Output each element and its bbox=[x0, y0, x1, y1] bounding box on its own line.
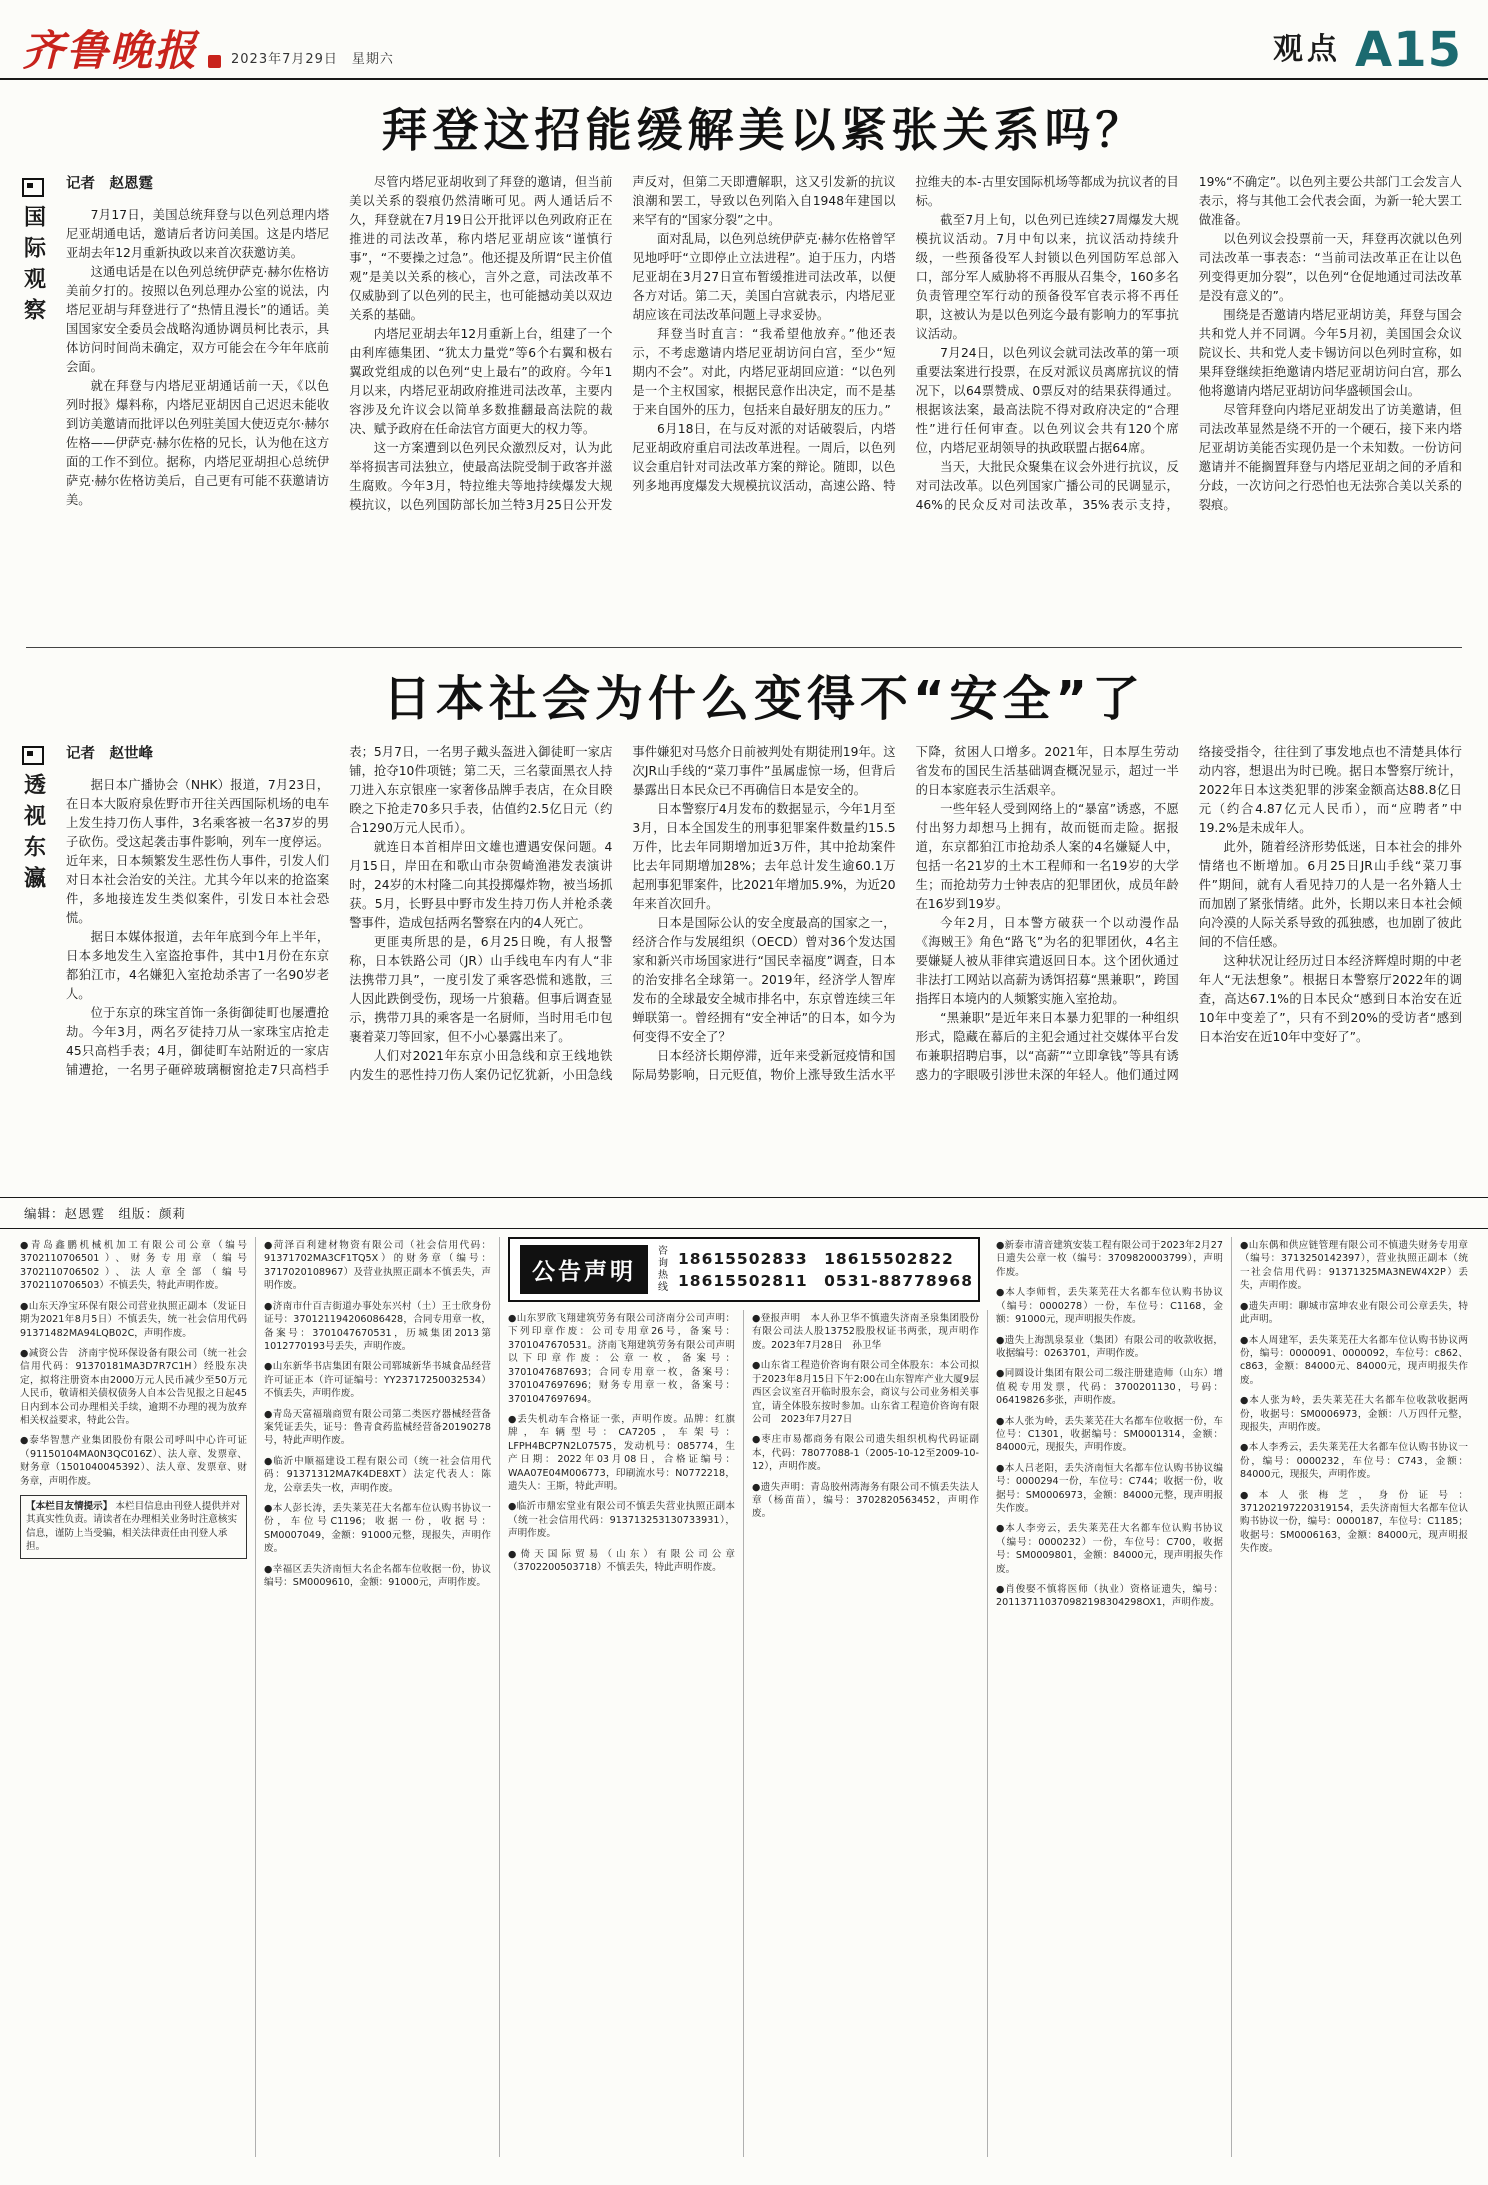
paragraph: 拜登当时直言：“我希望他放弃。”他还表示，不考虑邀请内塔尼亚胡访问白宫，至少“短期内不会”。对此，内塔尼亚胡回应道：“以色列是一个主权国家，根据民意作出决定，而不是基于来自国外的压力，包括来自最好朋友的压力。” bbox=[632, 326, 896, 417]
ads-col2-items bbox=[264, 1239, 491, 1589]
kicker-label: 透视东瀛 bbox=[20, 772, 46, 897]
ad-item: ●同圆设计集团有限公司二级注册建造师（山东）增值税专用发票，代码：3700201130，号码：06419826多张，声明作废。 bbox=[996, 1368, 1223, 1407]
article2-byline: 记者 赵世峰 bbox=[66, 746, 153, 763]
article-international bbox=[0, 104, 1488, 633]
ad-item: ●减资公告 济南宇悦环保设备有限公司（统一社会信用代码：91370181MA3D7R7C1H）经股东决定，拟将注册资本由2000万元人民币减少至50万元人民币，敬请相关债权债务人自本公告见报之日起45日内到本公司办理相关手续，逾期不办理的视为放弃相关权益要求，特此公告。 bbox=[20, 1347, 247, 1426]
ad-item: ●青岛鑫鹏机械机加工有限公司公章（编号3702110706501）、财务专用章（编号3702110706502）、法人章全部（编号3702110706503）不慎丢失，特此声明作废。 bbox=[20, 1240, 247, 1292]
ad-item: ●丢失机动车合格证一张，声明作废。品牌：红旗牌，车辆型号：CA7205，车架号：LFPH4BCP7N2L07575，发动机号：085774，生产日期：2022年03月08日，合格证编号：WAA07E04M006773，印刷流水号：N0772218，遗失人：王斯，特此声明。 bbox=[508, 1413, 735, 1492]
ad-item: ●本人张梅芝，身份证号：371202197220319154，丢失济南恒大名都车位认购书协议一份，编号：0000187，车位号：C1185；收据号：SM0006163，金额：84000元，现声明报失作废。 bbox=[1240, 1489, 1468, 1555]
ads-column-3 bbox=[500, 1310, 744, 2157]
ad-item: ●本人周建军，丢失莱芜茌大名都车位认购书协议两份，编号：0000091、0000092，车位号：c862、c863，金额：84000元、84000元，现声明报失作废。 bbox=[1240, 1334, 1468, 1386]
paragraph: 今年2月，日本警方破获一个以动漫作品《海贼王》角色“路飞”为名的犯罪团伙，4名主要嫌疑人被从菲律宾遣返回日本。这个团伙通过非法打工网站以高薪为诱饵招募“黑兼职”，跨国指挥日本境内的人频繁实施入室抢劫。 bbox=[915, 916, 1179, 1007]
ad-item: ●本人张为岭，丢失莱芜茌大名都车位收据一份，车位号：C1301，收据编号：SM0001314，金额：84000元，现报失，声明作废。 bbox=[996, 1415, 1223, 1454]
paragraph: 尽管拜登向内塔尼亚胡发出了访美邀请，但司法改革显然是绕不开的一个硬石，接下来内塔尼亚胡访美能否实现仍是一个未知数。一份访问邀请并不能搁置拜登与内塔尼亚胡之间的矛盾和分歧，一次访问之行恐怕也无法弥合美以关系的裂痕。 bbox=[1198, 402, 1462, 512]
notice-declaration-box bbox=[508, 1237, 980, 1302]
page-number: A15 bbox=[1355, 21, 1462, 78]
ad-item: ●本人彭长涛，丢失莱芜茌大名都车位认购书协议一份，车位号C1196；收据一份，收据号：SM0007049，金额：91000元整，现报失，声明作废。 bbox=[264, 1502, 491, 1555]
article2-paragraphs bbox=[66, 743, 1462, 1085]
ad-item: ●济南市什百吉街道办事处东兴村（土）王士欣身份证号：370121194206086428，合同专用章一枚，备案号：3701047670531，历城集团2013第1012770193号丢失，声明作废。 bbox=[264, 1300, 491, 1352]
newspaper-logo: 齐鲁晚报 bbox=[22, 26, 199, 75]
paragraph: 位于东京的珠宝首饰一条街御徒町也屡遭抢劫。今年3月，两名歹徒持刀从一家珠宝店抢走45只高档手表；4月，御徒町车站附近的一家店铺遭抢，一名男子砸碎玻璃橱窗抢走7只高档手表；5月7日，一名男子戴头盔进入御徒町一家店铺，抢夺10件项链；第二天，三名蒙面黑衣人持刀进入东京银座一家奢侈品牌手表店，在众目睽睽之下抢走70多只手表，估值约2.5亿日元（约合1290万元人民币）。 bbox=[66, 745, 613, 1078]
kicker-label: 国际观察 bbox=[20, 205, 46, 329]
paragraph: 面对乱局，以色列总统伊萨克·赫尔佐格曾罕见地呼吁“立即停止立法进程”。迫于压力，内塔尼亚胡在3月27日宣布暂缓推进司法改革，以便各方对话。第二天，美国白宫就表示，内塔尼亚胡应该在司法改革问题上寻求妥协。 bbox=[632, 231, 896, 322]
ad-item: ●本人吕老阳，丢失济南恒大名都车位认购书协议编号：0000294一份，车位号：C744；收据一份，收据号：SM0006973，金额：84000元整，现声明报失作废。 bbox=[996, 1462, 1223, 1514]
ad-item: ●临沂中顺福建设工程有限公司（统一社会信用代码：91371312MA7K4DE8XT）法定代表人：陈龙，公章丢失一枚，声明作废。 bbox=[264, 1455, 491, 1494]
paragraph: 这通电话是在以色列总统伊萨克·赫尔佐格访美前夕打的。按照以色列总理办公室的说法，内塔尼亚胡与拜登进行了“热情且漫长”的通话。美国国家安全委员会战略沟通协调员柯比表示，具体访问时间尚未确定，双方可能会在今年年底前会面。 bbox=[66, 264, 330, 374]
column-icon bbox=[22, 746, 44, 765]
tip-title: 【本栏目友情提示】 bbox=[26, 1500, 113, 1512]
section-kicker-international bbox=[16, 178, 50, 329]
paragraph: 此外，随着经济形势低迷，日本社会的排外情绪也不断增加。6月25日JR山手线“菜刀事件”期间，就有人看见持刀的人是一名外籍人士而加剧了紧张情绪。此外，长期以来日本社会倾向冷漠的人际关系导致的孤独感，也加剧了彼此间的不信任感。 bbox=[1198, 840, 1462, 950]
ad-item: ●本人张为岭，丢失莱芜茌大名都车位收款收据两份，收据号：SM0006973，金额：八万四仟元整，现报失，声明作废。 bbox=[1240, 1395, 1468, 1433]
article-japan bbox=[0, 672, 1488, 1185]
paragraph: 日本经济长期停滞，近年来受新冠疫情和国际局势影响，日元贬值，物价上涨导致生活水平下降，贫困人口增多。2021年，日本厚生劳动省发布的国民生活基础调查概况显示，超过一半的日本家庭表示生活艰辛。 bbox=[632, 745, 1179, 1083]
ad-item: ●肖俊娶不慎将医师（执业）资格证遗失，编号：201137110370982198304298OX1，声明作废。 bbox=[996, 1584, 1223, 1609]
paragraph: 就在拜登与内塔尼亚胡通话前一天，《以色列时报》爆料称，内塔尼亚胡因自己迟迟未能收到访美邀请而批评以色列驻美国大使迈克尔·赫尔佐格——伊萨克·赫尔佐格的兄长，认为他在这方面的工作不到位。据称，内塔尼亚胡担心总统伊萨克·赫尔佐格访美后，自己更有可能不获邀请访美。 bbox=[66, 378, 330, 507]
section-kicker-japan bbox=[16, 746, 50, 897]
classified-ads-section bbox=[0, 1229, 1488, 2165]
ad-item: ●倚天国际贸易（山东）有限公司公章（3702200503718）不慎丢失，特此声明作废。 bbox=[508, 1548, 735, 1573]
paragraph: 据日本媒体报道，去年年底到今年上半年，日本多地发生入室盗抢事件，其中1月份在东京都狛江市，4名嫌犯入室抢劫杀害了一名90岁老人。 bbox=[66, 930, 330, 1002]
ad-item: ●枣庄市易都商务有限公司遗失组织机构代码证副本，代码：78077088-1（2005-10-12至2009-10-12），声明作废。 bbox=[752, 1434, 979, 1473]
notice-box-title: 公告声明 bbox=[520, 1245, 648, 1294]
ad-item: ●本人李师哲，丢失莱芜茌大名都车位认购书协议（编号：0000278）一份，车位号：C1168，金额：91000元，现声明报失作废。 bbox=[996, 1287, 1223, 1326]
paragraph: 以色列议会投票前一天，拜登再次就以色列司法改革一事表态：“当前司法改革正在让以色列变得更加分裂”，以色列“仓促地通过司法改革是没有意义的”。 bbox=[1198, 231, 1462, 303]
paragraph: 内塔尼亚胡去年12月重新上台，组建了一个由利库德集团、“犹太力量党”等6个右翼和极右翼政党组成的以色列“史上最右”的政府。今年1月以来，内塔尼亚胡政府推进司法改革，主要内容涉及允许议会以简单多数推翻最高法院的裁决、赋予政府在任命法官方面更大的权力等。 bbox=[349, 326, 613, 436]
paragraph: 尽管内塔尼亚胡收到了拜登的邀请，但当前美以关系的裂痕仍然清晰可见。两人通话后不久，拜登就在7月19日公开批评以色列政府正在推进的司法改革，称内塔尼亚胡应该“谨慎行事”，“不要操之过急”。他还提及所谓“民主价值观”是美以关系的核心，言外之意，司法改革不仅威胁到了以色列的民主，也可能撼动美以双边关系的基础。 bbox=[349, 174, 613, 322]
ads-column-4 bbox=[744, 1310, 988, 2157]
paragraph: 6月18日，在与反对派的对话破裂后，内塔尼亚胡政府重启司法改革进程。一周后，以色列议会重启针对司法改革方案的辩论。随即，以色列多地再度爆发大规模抗议活动，高速公路、特拉维夫的本-古里安国际机场等都成为抗议者的目标。 bbox=[632, 174, 1179, 493]
column-icon bbox=[22, 178, 44, 197]
paragraph: 截至7月上旬，以色列已连续27周爆发大规模抗议活动。7月中旬以来，抗议活动持续升级，一些预备役军人封锁以色列国防军总部入口，部分军人威胁将不再服从召集令，160多名负责管理空军行动的预备役军官表示将不再任职，这被认为是以色列迄今最有影响力的军事抗议活动。 bbox=[915, 212, 1179, 341]
ad-item: ●菏泽百利建材物资有限公司（社会信用代码：91371702MA3CF1TQ5X）的财务章（编号：3717020108967）及营业执照正副本不慎丢失，声明作废。 bbox=[264, 1240, 491, 1292]
ads-col1-items bbox=[20, 1239, 247, 1488]
ad-item: ●本人李秀云，丢失莱芜茌大名都车位认购书协议一份，编号：0000232，车位号：C743，金额：84000元，现报失，声明作废。 bbox=[1240, 1442, 1468, 1481]
ads-col6-items bbox=[1240, 1239, 1468, 1556]
hotline-line-1: 18615502833 18615502822 bbox=[678, 1249, 954, 1268]
paragraph: 当天，大批民众聚集在议会外进行抗议，反对司法改革。以色列国家广播公司的民调显示，46%的民众反对司法改革，35%表示支持，19%“不确定”。以色列主要公共部门工会发言人表示，将与其他工会代表会面，为新一轮大罢工做准备。 bbox=[915, 174, 1462, 512]
ads-col4-items bbox=[752, 1312, 979, 1521]
article1-headline: 拜登这招能缓解美以紧张关系吗？ bbox=[381, 103, 1147, 157]
article2-headline: 日本社会为什么变得不“安全”了 bbox=[382, 670, 1146, 727]
hotline-label: 咨询热线 bbox=[658, 1245, 668, 1293]
ad-item: ●遗失声明：青岛胶州湾海务有限公司不慎丢失法人章（杨苗苗），编号：3702820563452，声明作废。 bbox=[752, 1481, 979, 1520]
paragraph: 人们对2021年东京小田急线和京王线地铁内发生的恶性持刀伤人案仍记忆犹新，小田急线事件嫌犯对马悠介日前被判处有期徒刑19年。这次JR山手线的“菜刀事件”虽属虚惊一场，但背后暴露出日本民众已不再确信日本是安全的。 bbox=[349, 745, 896, 1083]
ads-column-2 bbox=[256, 1237, 500, 2157]
hotline-numbers bbox=[678, 1248, 973, 1292]
paragraph: 日本警察厅4月发布的数据显示，今年1月至3月，日本全国发生的刑事犯罪案件数量约15.5万件，比去年同期增加近3万件，其中抢劫案件比去年同期增加28%；去年总计发生逾60.1万起刑事犯罪案件，比2021年增加5.9%，为近20年来首次回升。 bbox=[632, 802, 896, 912]
paragraph: 一些年轻人受到网络上的“暴富”诱惑，不愿付出努力却想马上拥有，故而铤而走险。据报道，东京都狛江市抢劫杀人案的4名嫌疑人中，包括一名21岁的土木工程师和一名19岁的大学生；而抢劫劳力士钟表店的犯罪团伙，成员年龄在16岁到19岁。 bbox=[915, 802, 1179, 912]
ad-item: ●临沂市鼎宏堂业有限公司不慎丢失营业执照正副本（统一社会信用代码：913713253130733931），声明作废。 bbox=[508, 1501, 735, 1540]
ad-item: ●新泰市清音建筑安装工程有限公司于2023年2月27日遗失公章一枚（编号：3709820003799），声明作废。 bbox=[996, 1240, 1223, 1278]
masthead-right bbox=[1273, 21, 1462, 78]
ad-item: ●山东偶和供应链管理有限公司不慎遗失财务专用章（编号：3713250142397），营业执照正副本（统一社会信用代码：91371325MA3NEW4X2P）丢失，声明作废。 bbox=[1240, 1240, 1468, 1292]
article1-paragraphs bbox=[66, 173, 1462, 515]
paragraph: 日本是国际公认的安全度最高的国家之一，经济合作与发展组织（OECD）曾对36个发达国家和新兴市场国家进行“国民幸福度”调查，日本的治安排名全球第一。2019年，经济学人智库发布的全球最安全城市排名中，东京曾连续三年蝉联第一。曾经拥有“安全神话”的日本，如今为何变得不安全了？ bbox=[632, 916, 896, 1045]
ad-item: ●泰华智慧产业集团股份有限公司呼叫中心许可证（91150104MA0N3QC016Z）、法人章、发票章、财务章（1501040045392）、法人章、发票章、财务章，声明作废。 bbox=[20, 1435, 247, 1487]
ad-item: ●登报声明 本人孙卫华不慎遗失济南圣泉集团股份有限公司法人股13752股股权证书两张，现声明作废。2023年7月28日 孙卫华 bbox=[752, 1313, 979, 1351]
ad-item: ●本人李旁云，丢失莱芜茌大名都车位认购书协议（编号：0000232）一份，车位号：C700，收据号：SM0009801，金额：84000元，现声明报失作废。 bbox=[996, 1523, 1223, 1575]
article1-body bbox=[66, 173, 1462, 633]
paragraph: 这一方案遭到以色列民众激烈反对，认为此举将损害司法独立，使最高法院受制于政客并滋生腐败。今年3月，特拉维夫等地持续爆发大规模抗议，以色列国防部长加兰特3月25日公开发声反对，但第二天即遭解职，这又引发新的抗议浪潮和罢工，导致以色列陷入自1948年建国以来罕有的“国家分裂”之中。 bbox=[349, 174, 896, 512]
ad-item: ●山东新华书店集团有限公司郓城新华书城食品经营许可证正本（许可证编号：YY23717250032534）不慎丢失，声明作废。 bbox=[264, 1361, 491, 1400]
ad-item: ●遗失上海凯泉泵业（集团）有限公司的收款收据，收据编号：0263701，声明作废。 bbox=[996, 1334, 1223, 1359]
paragraph: 更匪夷所思的是，6月25日晚，有人报警称，日本铁路公司（JR）山手线电车内有人“非法携带刀具”，一度引发了乘客恐慌和逃散，三人因此跌倒受伤，现场一片狼藉。但事后调查显示，携带刀具的乘客是一名厨师，当时用毛巾包裹着菜刀等回家，但不小心暴露出来了。 bbox=[349, 935, 613, 1045]
ad-item: ●青岛天富福瑞商贸有限公司第二类医疗器械经营备案凭证丢失，证号：鲁青食药监械经营备20190278号，特此声明作废。 bbox=[264, 1408, 491, 1447]
paragraph: 这种状况让经历过日本经济辉煌时期的中老年人“无法想象”。根据日本警察厅2022年的调查，高达67.1%的日本民众“感到日本治安在近10年中变差了”，只有不到20%的受访者“感到日本治安在近10年中变好了”。 bbox=[1198, 954, 1462, 1045]
article-divider bbox=[26, 647, 1462, 648]
masthead-left bbox=[22, 26, 394, 75]
tip-body: 本栏目信息由刊登人提供并对其真实性负责。请读者在办理相关业务时注意核实信息，谨防上当受骗，相关法律责任由刊登人承担。 bbox=[26, 1500, 241, 1553]
paragraph: “黑兼职”是近年来日本暴力犯罪的一种组织形式，隐藏在幕后的主犯会通过社交媒体平台发布兼职招聘启事，以“高薪”“立即拿钱”等具有诱惑力的字眼吸引涉世未深的年轻人。他们通过网络接受指令，往往到了事发地点也不清楚具体行动内容，想退出为时已晚。据日本警察厅统计，2022年日本这类犯罪的涉案金额高达88.8亿日元（约合4.87亿元人民币），而“应聘者”中19.2%是未成年人。 bbox=[915, 745, 1462, 1083]
article1-byline: 记者 赵恩霆 bbox=[66, 175, 153, 192]
ad-item: ●遗失声明：聊城市富坤农业有限公司公章丢失，特此声明。 bbox=[1240, 1300, 1468, 1326]
masthead bbox=[0, 0, 1488, 80]
article2-body bbox=[66, 743, 1462, 1185]
ads-col5-items bbox=[996, 1239, 1223, 1610]
paragraph: 据日本广播协会（NHK）报道，7月23日，在日本大阪府泉佐野市开往关西国际机场的电车上发生持刀伤人事件，3名乘客被一名37岁的男子砍伤。受这起袭击事件影响，列车一度停运。近年来，日本频繁发生恶性伤人事件，引发人们对日本社会治安的关注。尤其今年以来的抢盗案件，多地接连发生类似案件，引发日本社会恐慌。 bbox=[66, 778, 330, 926]
friendly-tip-box bbox=[20, 1495, 247, 1559]
editor-credit-line: 编辑：赵恩霆 组版：颜莉 bbox=[0, 1197, 1488, 1229]
paragraph: 7月17日，美国总统拜登与以色列总理内塔尼亚胡通电话，邀请后者访问美国。这是内塔尼亚胡去年12月重新执政以来首次获邀访美。 bbox=[66, 207, 330, 260]
paragraph: 围绕是否邀请内塔尼亚胡访美，拜登与国会共和党人并不同调。今年5月初，美国国会众议院议长、共和党人麦卡锡访问以色列时宣称，如果拜登继续拒绝邀请内塔尼亚胡访问白宫，那么他将邀请内塔尼亚胡访问华盛顿国会山。 bbox=[1198, 307, 1462, 398]
ads-column-6 bbox=[1232, 1237, 1476, 2157]
section-name: 观点 bbox=[1273, 32, 1342, 67]
ads-col3-items bbox=[508, 1312, 735, 1574]
paragraph: 就连日本首相岸田文雄也遭遇安保问题。4月15日，岸田在和歌山市杂贺崎渔港发表演讲时，24岁的木村隆二向其投掷爆炸物，被当场抓获。5月，长野县中野市发生持刀伤人并枪杀袭警事件，造成包括两名警察在内的4人死亡。 bbox=[349, 840, 613, 931]
masthead-seal-icon bbox=[208, 55, 221, 68]
ads-column-5 bbox=[988, 1237, 1232, 2157]
paragraph: 7月24日，以色列议会就司法改革的第一项重要法案进行投票，在反对派议员离席抗议的情况下，以64票赞成、0票反对的结果获得通过。根据该法案，最高法院不得对政府决定的“合理性”进行任何审查。以色列议会共有120个席位，内塔尼亚胡领导的执政联盟占据64席。 bbox=[915, 345, 1179, 455]
ad-item: ●山东天净宝环保有限公司营业执照正副本（发证日期为2021年8月5日）不慎丢失，统一社会信用代码91371482MA94LQB02C，声明作废。 bbox=[20, 1300, 247, 1339]
ads-column-1 bbox=[12, 1237, 256, 2157]
ad-item: ●山东罗欣飞翔建筑劳务有限公司济南分公司声明：下列印章作废：公司专用章26号，备案号：3701047670531。济南飞翔建筑劳务有限公司声明以下印章作废：公章一枚，备案号：3701047687693；合同专用章一枚，备案号：3701047697696；财务专用章一枚，备案号：3701047697694。 bbox=[508, 1313, 735, 1405]
dateline: 2023年7月29日 星期六 bbox=[231, 52, 394, 67]
ad-item: ●幸福区丢失济南恒大名企名都车位收据一份，协议编号：SM0009610，金额：91000元，声明作废。 bbox=[264, 1563, 491, 1589]
ad-item: ●山东省工程造价咨询有限公司全体股东：本公司拟于2023年8月15日下午2:00在山东智库产业大厦9层西区会议室召开临时股东会，商议与公司业务相关事宜，请全体股东按时参加。山东省工程造价咨询有限公司 2023年7月27日 bbox=[752, 1360, 979, 1425]
hotline-line-2: 18615502811 0531-88778968 bbox=[678, 1271, 973, 1290]
